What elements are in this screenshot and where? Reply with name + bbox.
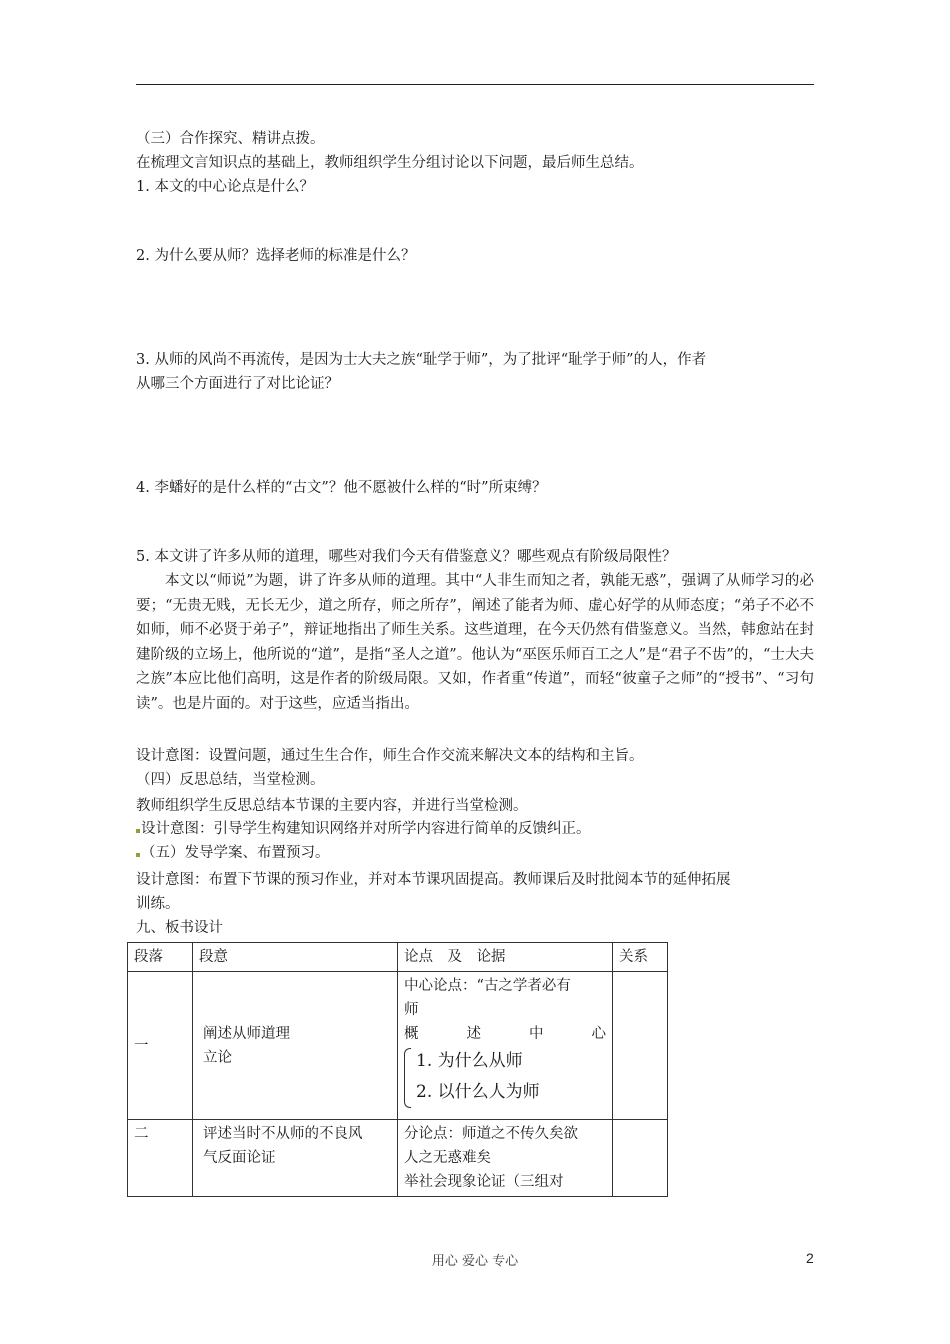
row2-paragraph: 二 [128,1120,193,1197]
bullet-mark [136,829,140,833]
answer-paragraph [136,569,814,716]
question-3-line2: 从哪三个方面进行了对比论证？ [136,376,339,392]
question-3-line1: 3. 从师的风尚不再流传，是因为士大夫之族“耻学于师”，为了批评“耻学于师”的人，作者 [136,352,707,368]
board-design-table [127,942,668,1197]
answer-text: 本文以“师说”为题，讲了许多从师的道理。其中“人非生而知之者，孰能无惑”，强调了从师学习的必要；“无贵无贱，无长无少，道之所存，师之所存”，阐述了能者为师、虚心好学的从师态度；“弟子不必不如师，师不必贤于弟子”，辩证地指出了师生关系。这些道理，在今天仍然有借鉴意义。当然，韩愈站在封建阶级的立场上，他所说的“道”，是指“圣人之道”。他认为“巫医乐师百工之人”是“君子不齿”的，“士大夫之族”本应比他们高明，这是作者的阶级局限。又如，作者重“传道”，而轻“彼童子之师”的“授书”、“习句读”。也是片面的。对于这些，应适当指出。 [136,573,814,712]
section4-design-intent: 设计意图：引导学生构建知识网络并对所学内容进行简单的反馈纠正。 [136,819,591,839]
row2-argument: 分论点：师道之不传久矣欲 人之无惑难矣 举社会现象论证（三组对 [398,1120,613,1197]
header-rule [136,84,814,85]
row2-meaning: 评述当时不从师的不良风 气反面论证 [193,1120,398,1197]
row1-meaning: 阐述从师道理 立论 [193,972,398,1120]
section9-heading: 九、板书设计 [136,920,223,936]
section4-heading: （四）反思总结，当堂检测。 [136,772,325,788]
section3-intro: 在梳理文言知识点的基础上，教师组织学生分组讨论以下问题，最后师生总结。 [136,155,644,171]
page-number: 2 [806,1250,814,1266]
row1-argument: 中心论点：“古之学者必有 师 概 述 中 心 1. 为什么从师 2. 以什么人为师 [398,972,613,1120]
table-row [128,1120,668,1197]
bullet-mark [136,853,140,857]
section3-heading: （三）合作探究、精讲点拨。 [136,131,325,147]
row1-brace-list: 1. 为什么从师 2. 以什么人为师 [404,1046,606,1108]
section4-text: 教师组织学生反思总结本节课的主要内容，并进行当堂检测。 [136,798,528,814]
header-cell-argument: 论点 及 论据 [398,943,613,972]
header-cell-paragraph: 段落 [128,943,193,972]
row1-relation [613,972,668,1120]
row1-paragraph: 一 [128,972,193,1120]
footer-slogan: 用心 爱心 专心 [431,1254,519,1269]
row2-relation [613,1120,668,1197]
question-1: 1. 本文的中心论点是什么？ [136,179,314,195]
header-cell-meaning: 段意 [193,943,398,972]
table-row [128,972,668,1120]
header-cell-relation: 关系 [613,943,668,972]
row1-spread-text: 概 述 中 心 [404,1026,606,1042]
table-header-row [128,943,668,972]
question-5: 5. 本文讲了许多从师的道理，哪些对我们今天有借鉴意义？哪些观点有阶级局限性？ [136,549,677,565]
section5-heading: （五）发导学案、布置预习。 [136,843,330,863]
section5-design-line2: 训练。 [136,896,180,912]
question-2: 2. 为什么要从师？选择老师的标准是什么？ [136,248,416,264]
question-4: 4. 李蟠好的是什么样的“古文”？他不愿被什么样的“时”所束缚？ [136,480,547,496]
left-brace-icon [404,1048,411,1108]
section5-design-line1: 设计意图：布置下节课的预习作业，并对本节课巩固提高。教师课后及时批阅本节的延伸拓展 [136,872,731,888]
section3-design-intent: 设计意图：设置问题，通过生生合作，师生合作交流来解决文本的结构和主旨。 [136,748,644,764]
